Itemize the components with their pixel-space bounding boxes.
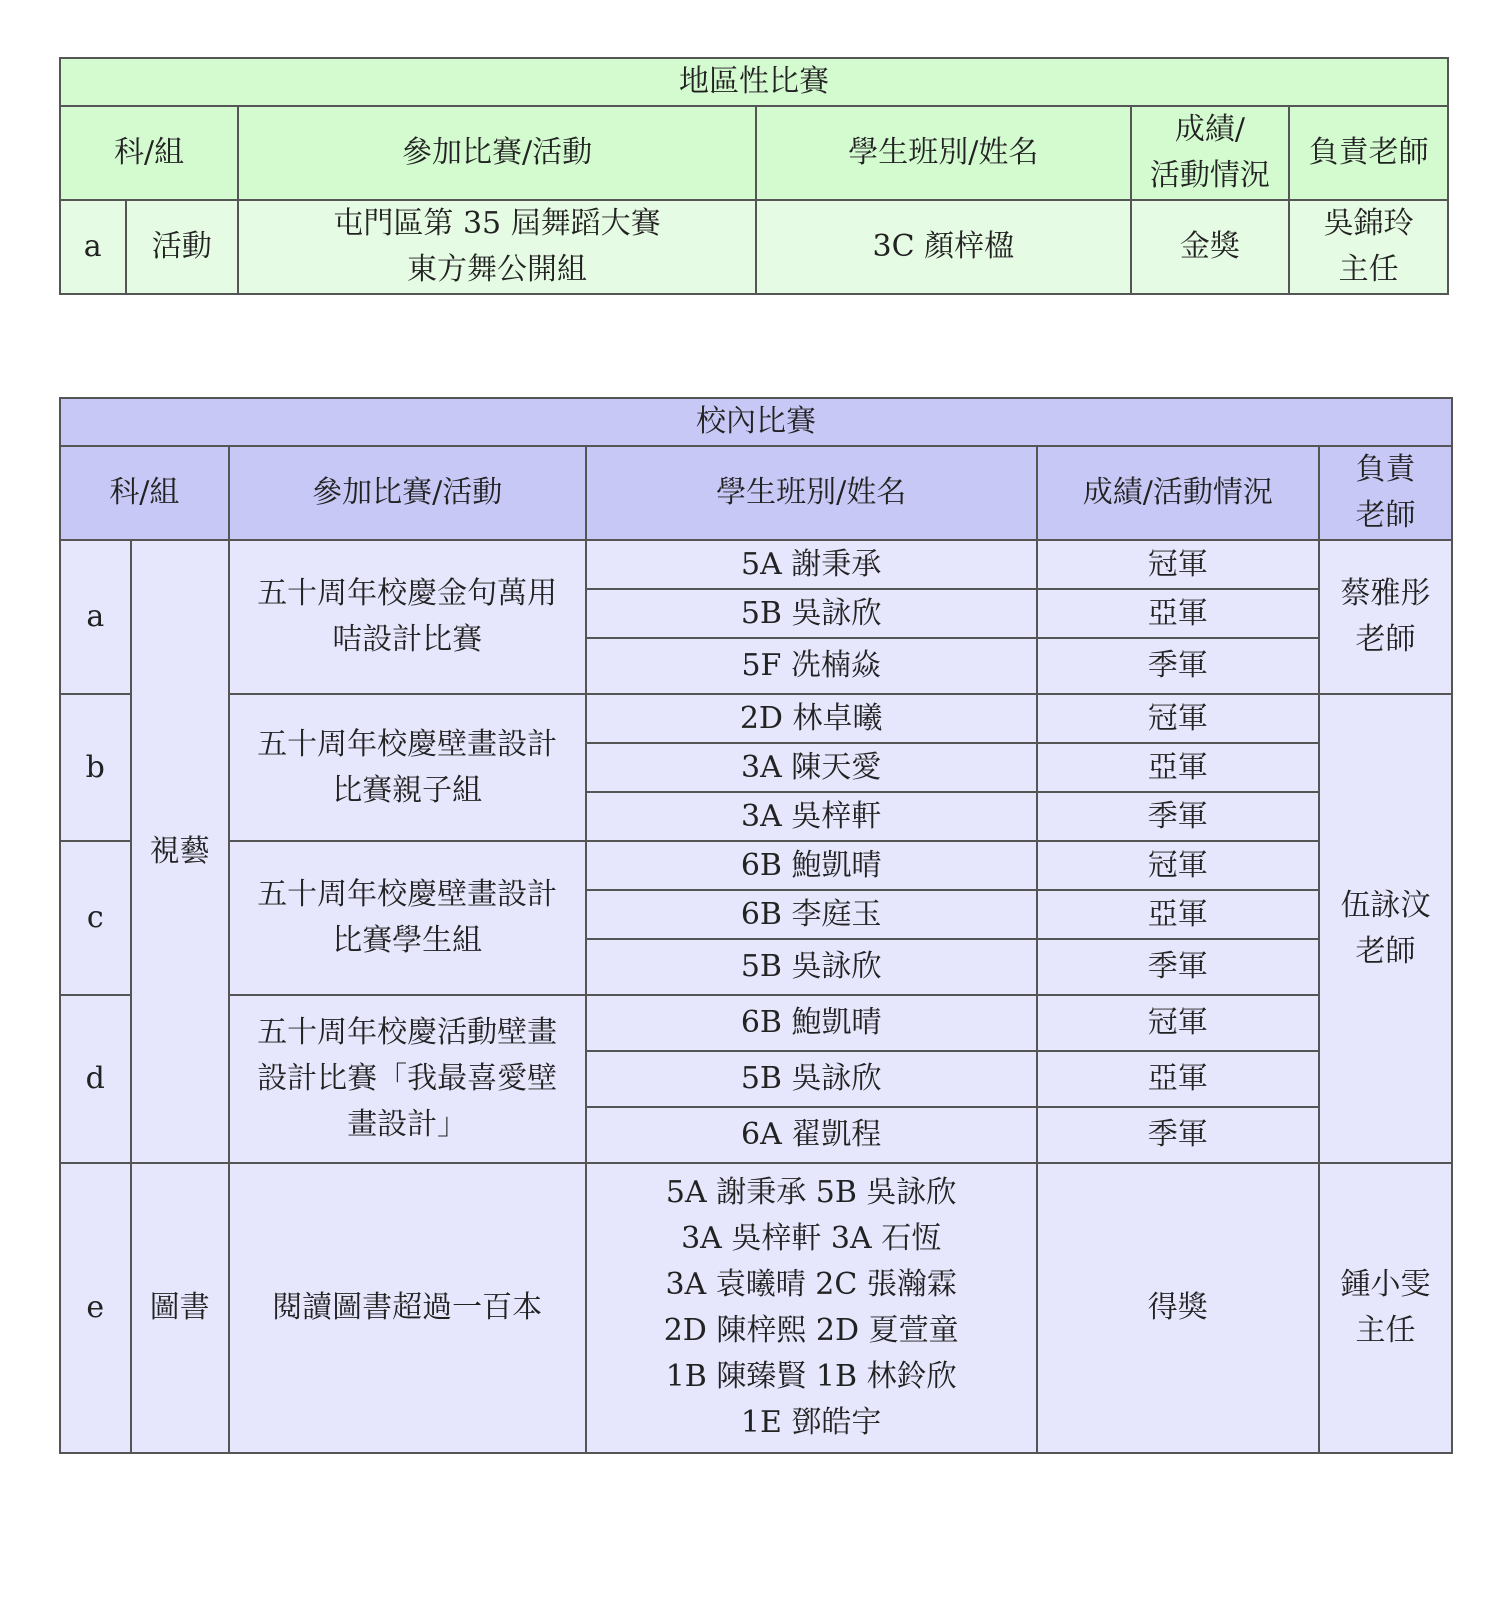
row-result: 金獎 [1131,200,1290,294]
result: 季軍 [1037,638,1319,694]
header-event: 參加比賽/活動 [229,446,586,540]
student: 3A 吳梓軒 [586,792,1037,841]
regional-table [59,57,1449,295]
event-d: 五十周年校慶活動壁畫 設計比賽「我最喜愛壁 畫設計」 [229,995,586,1163]
student: 5B 吳詠欣 [586,1051,1037,1107]
header-event: 參加比賽/活動 [238,106,756,200]
header-student: 學生班別/姓名 [756,106,1131,200]
student: 5B 吳詠欣 [586,589,1037,638]
row-index: d [60,995,131,1163]
row-teacher: 吳錦玲 主任 [1289,200,1448,294]
subject-art: 視藝 [131,540,229,1163]
result-e: 得獎 [1037,1163,1319,1453]
result: 季軍 [1037,792,1319,841]
school-title: 校內比賽 [60,398,1452,446]
student: 5F 冼楠焱 [586,638,1037,694]
event-e: 閱讀圖書超過一百本 [229,1163,586,1453]
header-subject: 科/組 [60,446,229,540]
row-event: 屯門區第 35 屆舞蹈大賽 東方舞公開組 [238,200,756,294]
row-subject: 活動 [126,200,239,294]
result: 季軍 [1037,1107,1319,1163]
result: 亞軍 [1037,890,1319,939]
teacher-a: 蔡雅彤 老師 [1319,540,1452,694]
header-subject: 科/組 [60,106,238,200]
header-student: 學生班別/姓名 [586,446,1037,540]
header-result: 成績/活動情況 [1037,446,1319,540]
result: 季軍 [1037,939,1319,995]
teacher-e: 鍾小雯 主任 [1319,1163,1452,1453]
result: 冠軍 [1037,995,1319,1051]
students-e: 5A 謝秉承 5B 吳詠欣 3A 吳梓軒 3A 石恆 3A 袁曦晴 2C 張瀚霖 2D 陳梓熙 2D 夏萱童 1B 陳臻賢 1B 林鈴欣 1E 鄧皓宇 [586,1163,1037,1453]
subject-library: 圖書 [131,1163,229,1453]
row-index: c [60,841,131,995]
row-student: 3C 顏梓楹 [756,200,1131,294]
student: 3A 陳天愛 [586,743,1037,792]
student: 5A 謝秉承 [586,540,1037,589]
result: 亞軍 [1037,1051,1319,1107]
header-teacher: 負責 老師 [1319,446,1452,540]
row-index: a [60,540,131,694]
student: 6B 鮑凱晴 [586,841,1037,890]
school-table [59,397,1453,1454]
row-index: e [60,1163,131,1453]
student: 6B 李庭玉 [586,890,1037,939]
regional-title: 地區性比賽 [60,58,1448,106]
event-c: 五十周年校慶壁畫設計 比賽學生組 [229,841,586,995]
header-result: 成績/ 活動情況 [1131,106,1290,200]
result: 亞軍 [1037,743,1319,792]
student: 6A 翟凱程 [586,1107,1037,1163]
result: 冠軍 [1037,694,1319,743]
row-index: a [60,200,126,294]
event-a: 五十周年校慶金句萬用 咭設計比賽 [229,540,586,694]
student: 5B 吳詠欣 [586,939,1037,995]
result: 亞軍 [1037,589,1319,638]
row-index: b [60,694,131,841]
student: 2D 林卓曦 [586,694,1037,743]
teacher-bcd: 伍詠汶 老師 [1319,694,1452,1163]
event-b: 五十周年校慶壁畫設計 比賽親子組 [229,694,586,841]
result: 冠軍 [1037,841,1319,890]
student: 6B 鮑凱晴 [586,995,1037,1051]
header-teacher: 負責老師 [1289,106,1448,200]
result: 冠軍 [1037,540,1319,589]
